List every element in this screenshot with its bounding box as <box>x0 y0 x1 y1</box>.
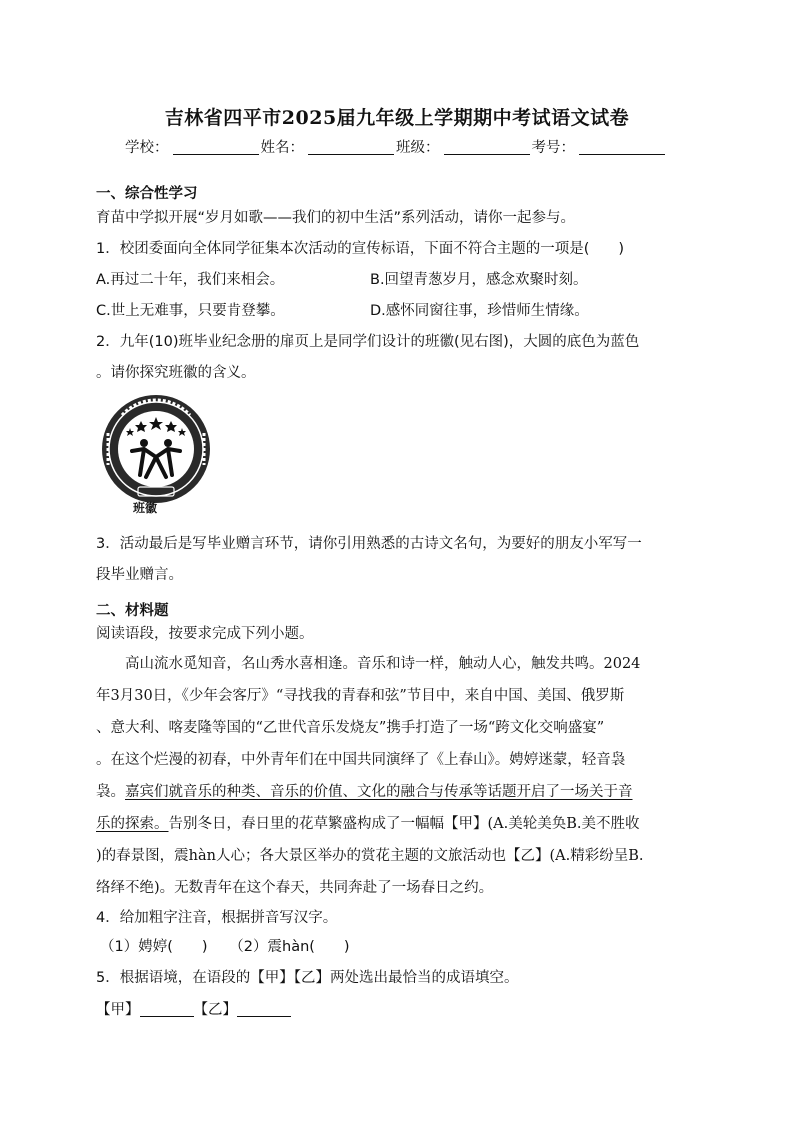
question-4-items: （1）娉婷( ) （2）震hàn( ) <box>100 939 350 955</box>
name-blank[interactable] <box>308 140 394 155</box>
question-5-answer-row <box>96 998 291 1019</box>
question-2-line1: 2．九年(10)班毕业纪念册的扉页上是同学们设计的班徽(见右图)，大圆的底色为蓝色 <box>96 334 640 350</box>
jia-label: 【甲】 <box>96 1002 140 1018</box>
class-blank[interactable] <box>444 140 530 155</box>
passage-line-6-rest: 告别冬日，春日里的花草繁盛构成了一幅幅【甲】(A.美轮美奂B.美不胜收 <box>168 816 640 832</box>
question-1-stem: 1．校团委面向全体同学征集本次活动的宣传标语，下面不符合主题的一项是( ) <box>96 241 625 257</box>
passage-line-5 <box>96 780 633 801</box>
section-heading-comprehensive: 一、综合性学习 <box>96 186 198 202</box>
passage-line-7: )的春景图，震hàn人心；各大景区举办的赏花主题的文旅活动也【乙】(A.精彩纷呈B. <box>96 848 644 864</box>
question-2-line2: 。请你探究班徽的含义。 <box>96 365 256 381</box>
emblem-caption: 班徽 <box>133 501 158 515</box>
section-heading-material: 二、材料题 <box>96 603 169 619</box>
q1-option-c: C.世上无难事，只要肯登攀。 <box>96 303 285 319</box>
number-label: 考号： <box>531 140 575 156</box>
q1-option-a: A.再过二十年，我们来相会。 <box>96 272 285 288</box>
underlined-sentence-part1: 嘉宾们就音乐的种类、音乐的价值、文化的融合与传承等话题开启了一场关于音 <box>125 784 633 800</box>
student-info-row <box>125 136 667 157</box>
question-4-stem: 4．给加粗字注音，根据拼音写汉字。 <box>96 910 338 926</box>
question-3-line2: 段毕业赠言。 <box>96 567 183 583</box>
passage-line-1: 高山流水觅知音，名山秀水喜相逢。音乐和诗一样，触动人心，触发共鸣。2024 <box>96 656 641 672</box>
class-label: 班级： <box>396 140 440 156</box>
passage-line-4: 。在这个烂漫的初春，中外青年们在中国共同演绎了《上春山》。娉婷迷蒙，轻音袅 <box>96 752 626 768</box>
passage-line-2: 年3月30日，《少年会客厅》“寻找我的青春和弦”节目中，来自中国、美国、俄罗斯 <box>96 688 625 704</box>
passage-line-8: 络绎不绝)。无数青年在这个春天，共同奔赴了一场春日之约。 <box>96 880 494 896</box>
yi-answer-blank[interactable] <box>237 1002 291 1017</box>
q1-option-b: B.回望青葱岁月，感念欢聚时刻。 <box>370 272 588 288</box>
question-5-stem: 5．根据语境，在语段的【甲】【乙】两处选出最恰当的成语填空。 <box>96 970 519 986</box>
section2-intro: 阅读语段，按要求完成下列小题。 <box>96 626 314 642</box>
section1-intro: 育苗中学拟开展“岁月如歌——我们的初中生活”系列活动，请你一起参与。 <box>96 210 576 226</box>
yi-label: 【乙】 <box>193 1002 237 1018</box>
q1-option-d: D.感怀同窗往事，珍惜师生情缘。 <box>370 303 589 319</box>
school-label: 学校： <box>125 140 169 156</box>
passage-line-3: 、意大利、喀麦隆等国的“乙世代音乐发烧友”携手打造了一场“跨文化交响盛宴” <box>96 720 605 736</box>
number-blank[interactable] <box>579 140 665 155</box>
name-label: 姓名： <box>260 140 304 156</box>
class-emblem-image <box>96 395 216 513</box>
exam-title: 吉林省四平市2025届九年级上学期期中考试语文试卷 <box>164 107 630 129</box>
jia-answer-blank[interactable] <box>140 1002 194 1017</box>
passage-line-5-start: 袅。 <box>96 784 125 800</box>
question-3-line1: 3．活动最后是写毕业赠言环节，请你引用熟悉的古诗文名句，为要好的朋友小军写一 <box>96 536 642 552</box>
school-blank[interactable] <box>173 140 259 155</box>
passage-line-6 <box>96 812 640 833</box>
underlined-sentence-part2: 乐的探索。 <box>96 816 169 832</box>
